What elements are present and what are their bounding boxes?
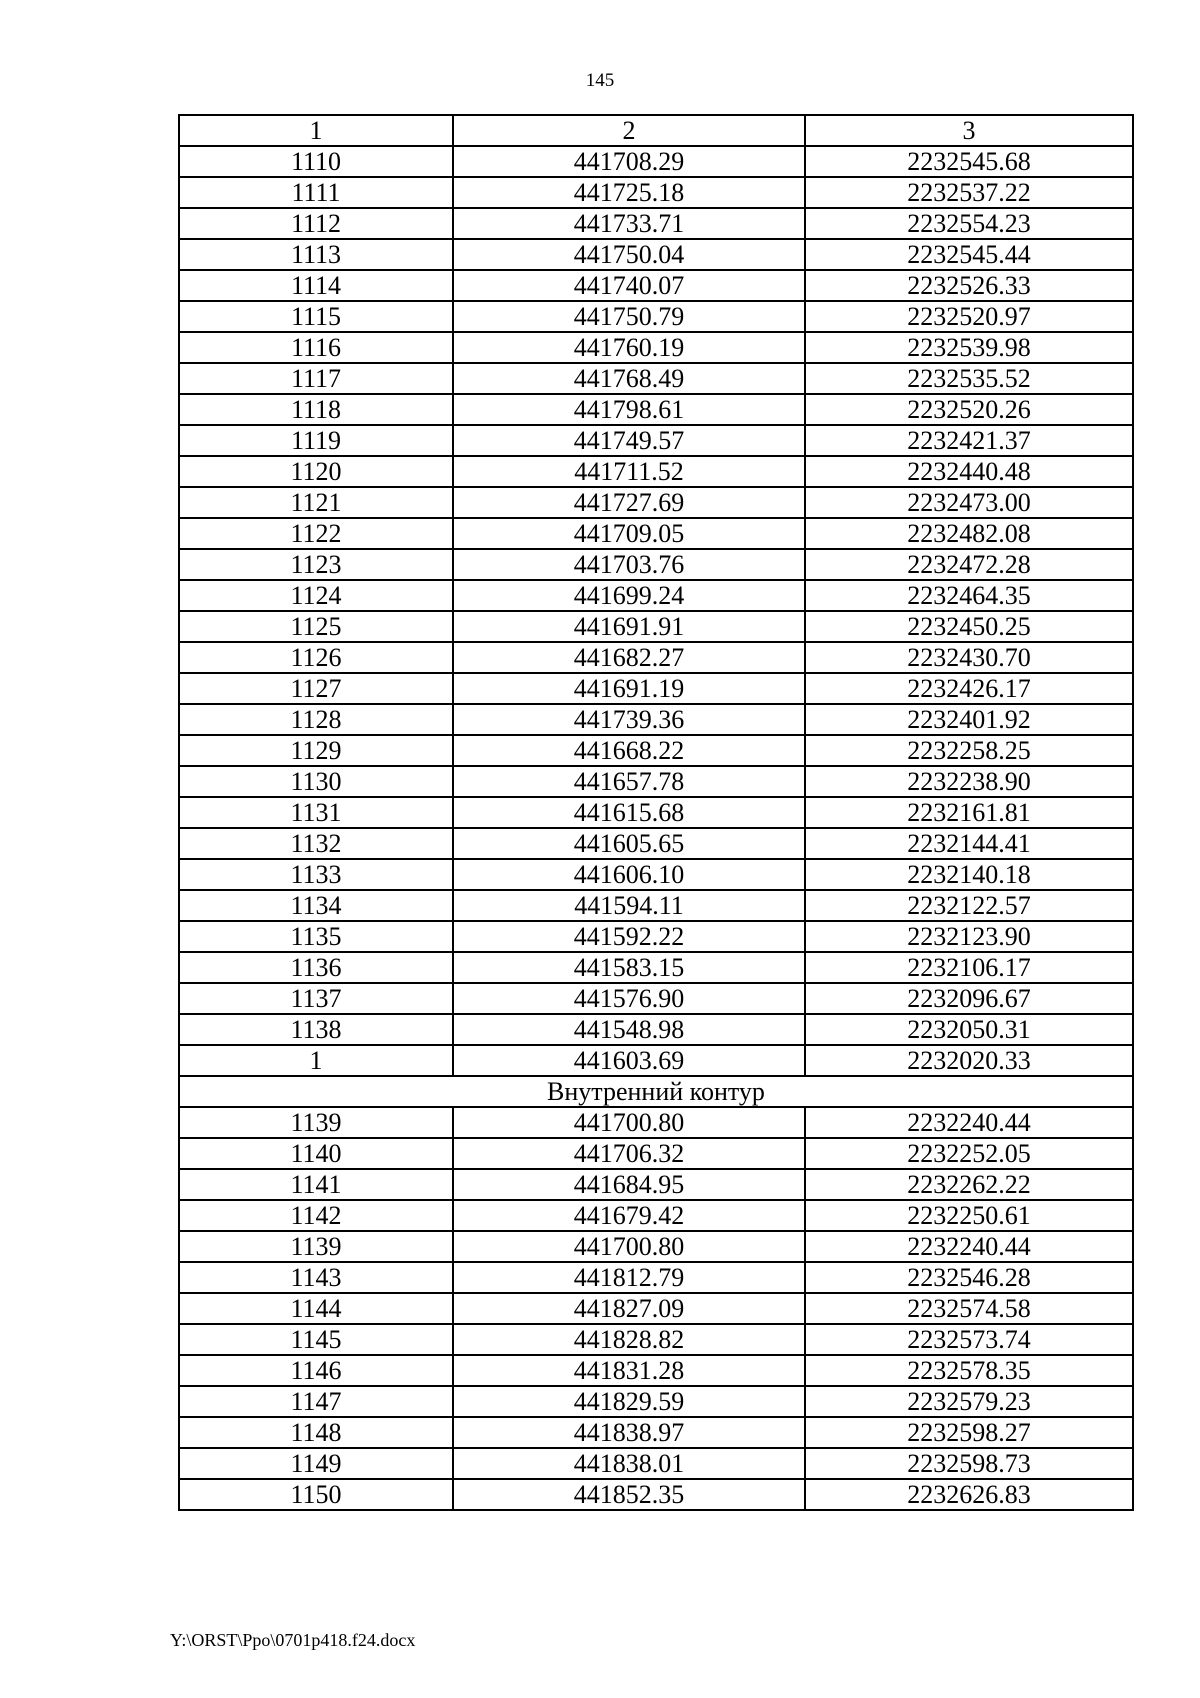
table-cell-col1: 1148 [179,1417,453,1448]
table-cell-col2: 441700.80 [453,1107,805,1138]
table-cell-col2: 441603.69 [453,1045,805,1076]
table-cell-col3: 2232535.52 [805,363,1133,394]
table-row [179,1169,1133,1200]
table-cell-col2: 441657.78 [453,766,805,797]
table-row [179,518,1133,549]
table-cell-col1: 1134 [179,890,453,921]
table-row [179,239,1133,270]
table-row [179,983,1133,1014]
table-cell-col3: 2232579.23 [805,1386,1133,1417]
table-cell-col3: 2232123.90 [805,921,1133,952]
table-cell-col3: 2232240.44 [805,1231,1133,1262]
table-cell-col3: 2232598.73 [805,1448,1133,1479]
table-cell-col2: 441827.09 [453,1293,805,1324]
header-cell-col2: 2 [453,115,805,146]
table-cell-col3: 2232472.28 [805,549,1133,580]
table-row [179,208,1133,239]
table-cell-col1: 1125 [179,611,453,642]
table-cell-col3: 2232598.27 [805,1417,1133,1448]
table-cell-col2: 441812.79 [453,1262,805,1293]
table-cell-col1: 1133 [179,859,453,890]
table-cell-col1: 1123 [179,549,453,580]
table-row [179,1045,1133,1076]
table-cell-col2: 441668.22 [453,735,805,766]
section-title: Внутренний контур [179,1076,1133,1107]
table-row [179,146,1133,177]
table-row [179,1324,1133,1355]
header-cell-col3: 3 [805,115,1133,146]
table-row [179,611,1133,642]
table-cell-col3: 2232401.92 [805,704,1133,735]
table-cell-col2: 441703.76 [453,549,805,580]
table-cell-col1: 1126 [179,642,453,673]
table-cell-col2: 441838.97 [453,1417,805,1448]
table-row [179,270,1133,301]
table-cell-col2: 441708.29 [453,146,805,177]
table-cell-col1: 1144 [179,1293,453,1324]
table-cell-col3: 2232537.22 [805,177,1133,208]
table-cell-col1: 1139 [179,1107,453,1138]
table-cell-col2: 441615.68 [453,797,805,828]
table-row [179,1293,1133,1324]
table-row [179,859,1133,890]
table-cell-col3: 2232096.67 [805,983,1133,1014]
table-cell-col2: 441727.69 [453,487,805,518]
table-cell-col2: 441691.91 [453,611,805,642]
table-cell-col3: 2232050.31 [805,1014,1133,1045]
table-row [179,921,1133,952]
table-header-row [179,115,1133,146]
table-cell-col3: 2232258.25 [805,735,1133,766]
table-cell-col1: 1119 [179,425,453,456]
table-row [179,704,1133,735]
table-row [179,1200,1133,1231]
table-cell-col2: 441852.35 [453,1479,805,1510]
table-row [179,425,1133,456]
table-cell-col2: 441699.24 [453,580,805,611]
table-cell-col1: 1128 [179,704,453,735]
table-cell-col3: 2232421.37 [805,425,1133,456]
table-cell-col1: 1116 [179,332,453,363]
table-row [179,580,1133,611]
table-row [179,952,1133,983]
table-cell-col1: 1136 [179,952,453,983]
table-cell-col2: 441829.59 [453,1386,805,1417]
table-cell-col1: 1147 [179,1386,453,1417]
table-cell-col1: 1140 [179,1138,453,1169]
table-cell-col1: 1 [179,1045,453,1076]
table-row [179,1262,1133,1293]
coordinates-table-body [179,115,1133,1510]
table-cell-col2: 441583.15 [453,952,805,983]
table-row [179,1355,1133,1386]
table-cell-col1: 1120 [179,456,453,487]
page-number: 145 [585,70,615,91]
table-cell-col1: 1141 [179,1169,453,1200]
table-cell-col1: 1146 [179,1355,453,1386]
table-cell-col3: 2232262.22 [805,1169,1133,1200]
table-cell-col2: 441592.22 [453,921,805,952]
table-row [179,673,1133,704]
coordinates-table [178,114,1134,1511]
table-cell-col2: 441750.04 [453,239,805,270]
table-cell-col3: 2232520.26 [805,394,1133,425]
table-row [179,1417,1133,1448]
table-cell-col3: 2232545.68 [805,146,1133,177]
table-cell-col1: 1121 [179,487,453,518]
table-cell-col3: 2232450.25 [805,611,1133,642]
table-cell-col3: 2232252.05 [805,1138,1133,1169]
table-cell-col2: 441828.82 [453,1324,805,1355]
table-cell-col2: 441606.10 [453,859,805,890]
table-cell-col2: 441831.28 [453,1355,805,1386]
table-cell-col1: 1145 [179,1324,453,1355]
table-cell-col3: 2232482.08 [805,518,1133,549]
table-cell-col3: 2232545.44 [805,239,1133,270]
table-cell-col1: 1115 [179,301,453,332]
table-row [179,890,1133,921]
table-cell-col1: 1113 [179,239,453,270]
table-row [179,177,1133,208]
table-cell-col2: 441548.98 [453,1014,805,1045]
table-cell-col2: 441709.05 [453,518,805,549]
table-cell-col1: 1131 [179,797,453,828]
table-cell-col1: 1150 [179,1479,453,1510]
table-row [179,1107,1133,1138]
table-cell-col3: 2232122.57 [805,890,1133,921]
table-row [179,1479,1133,1510]
table-row [179,549,1133,580]
table-row [179,1014,1133,1045]
table-cell-col1: 1137 [179,983,453,1014]
table-cell-col2: 441725.18 [453,177,805,208]
table-cell-col2: 441576.90 [453,983,805,1014]
table-cell-col1: 1138 [179,1014,453,1045]
section-row [179,1076,1133,1107]
table-cell-col3: 2232626.83 [805,1479,1133,1510]
table-cell-col2: 441750.79 [453,301,805,332]
table-cell-col3: 2232106.17 [805,952,1133,983]
table-cell-col1: 1111 [179,177,453,208]
table-cell-col3: 2232574.58 [805,1293,1133,1324]
table-cell-col3: 2232250.61 [805,1200,1133,1231]
table-row [179,797,1133,828]
table-cell-col1: 1130 [179,766,453,797]
table-cell-col3: 2232520.97 [805,301,1133,332]
table-cell-col3: 2232578.35 [805,1355,1133,1386]
table-cell-col2: 441700.80 [453,1231,805,1262]
table-cell-col3: 2232426.17 [805,673,1133,704]
table-cell-col3: 2232140.18 [805,859,1133,890]
table-row [179,1231,1133,1262]
table-cell-col1: 1132 [179,828,453,859]
table-row [179,766,1133,797]
table-cell-col3: 2232464.35 [805,580,1133,611]
table-cell-col3: 2232240.44 [805,1107,1133,1138]
footer-file-path: Y:\ORST\Ppo\0701p418.f24.docx [170,1630,416,1650]
table-cell-col3: 2232546.28 [805,1262,1133,1293]
table-cell-col3: 2232573.74 [805,1324,1133,1355]
table-cell-col2: 441691.19 [453,673,805,704]
table-cell-col1: 1112 [179,208,453,239]
table-cell-col1: 1122 [179,518,453,549]
table-cell-col2: 441711.52 [453,456,805,487]
table-cell-col1: 1127 [179,673,453,704]
table-cell-col2: 441594.11 [453,890,805,921]
table-cell-col3: 2232430.70 [805,642,1133,673]
table-cell-col1: 1129 [179,735,453,766]
table-row [179,1138,1133,1169]
table-row [179,487,1133,518]
table-cell-col2: 441684.95 [453,1169,805,1200]
table-cell-col1: 1118 [179,394,453,425]
table-row [179,1386,1133,1417]
table-cell-col3: 2232020.33 [805,1045,1133,1076]
table-cell-col2: 441733.71 [453,208,805,239]
table-cell-col2: 441798.61 [453,394,805,425]
table-row [179,642,1133,673]
table-cell-col3: 2232473.00 [805,487,1133,518]
table-cell-col1: 1117 [179,363,453,394]
table-cell-col2: 441605.65 [453,828,805,859]
table-row [179,735,1133,766]
table-cell-col2: 441838.01 [453,1448,805,1479]
table-cell-col1: 1139 [179,1231,453,1262]
table-cell-col3: 2232238.90 [805,766,1133,797]
table-cell-col3: 2232554.23 [805,208,1133,239]
table-cell-col2: 441679.42 [453,1200,805,1231]
table-cell-col1: 1149 [179,1448,453,1479]
table-cell-col2: 441740.07 [453,270,805,301]
table-row [179,332,1133,363]
table-cell-col2: 441706.32 [453,1138,805,1169]
table-cell-col3: 2232161.81 [805,797,1133,828]
table-cell-col1: 1142 [179,1200,453,1231]
table-row [179,394,1133,425]
table-row [179,828,1133,859]
table-cell-col2: 441682.27 [453,642,805,673]
table-cell-col3: 2232526.33 [805,270,1133,301]
table-cell-col2: 441768.49 [453,363,805,394]
table-cell-col1: 1124 [179,580,453,611]
table-cell-col3: 2232144.41 [805,828,1133,859]
table-cell-col1: 1135 [179,921,453,952]
table-cell-col3: 2232539.98 [805,332,1133,363]
header-cell-col1: 1 [179,115,453,146]
table-cell-col2: 441739.36 [453,704,805,735]
table-row [179,363,1133,394]
table-cell-col1: 1143 [179,1262,453,1293]
table-cell-col3: 2232440.48 [805,456,1133,487]
table-row [179,1448,1133,1479]
table-cell-col1: 1114 [179,270,453,301]
table-row [179,456,1133,487]
table-cell-col1: 1110 [179,146,453,177]
table-row [179,301,1133,332]
table-cell-col2: 441749.57 [453,425,805,456]
table-cell-col2: 441760.19 [453,332,805,363]
